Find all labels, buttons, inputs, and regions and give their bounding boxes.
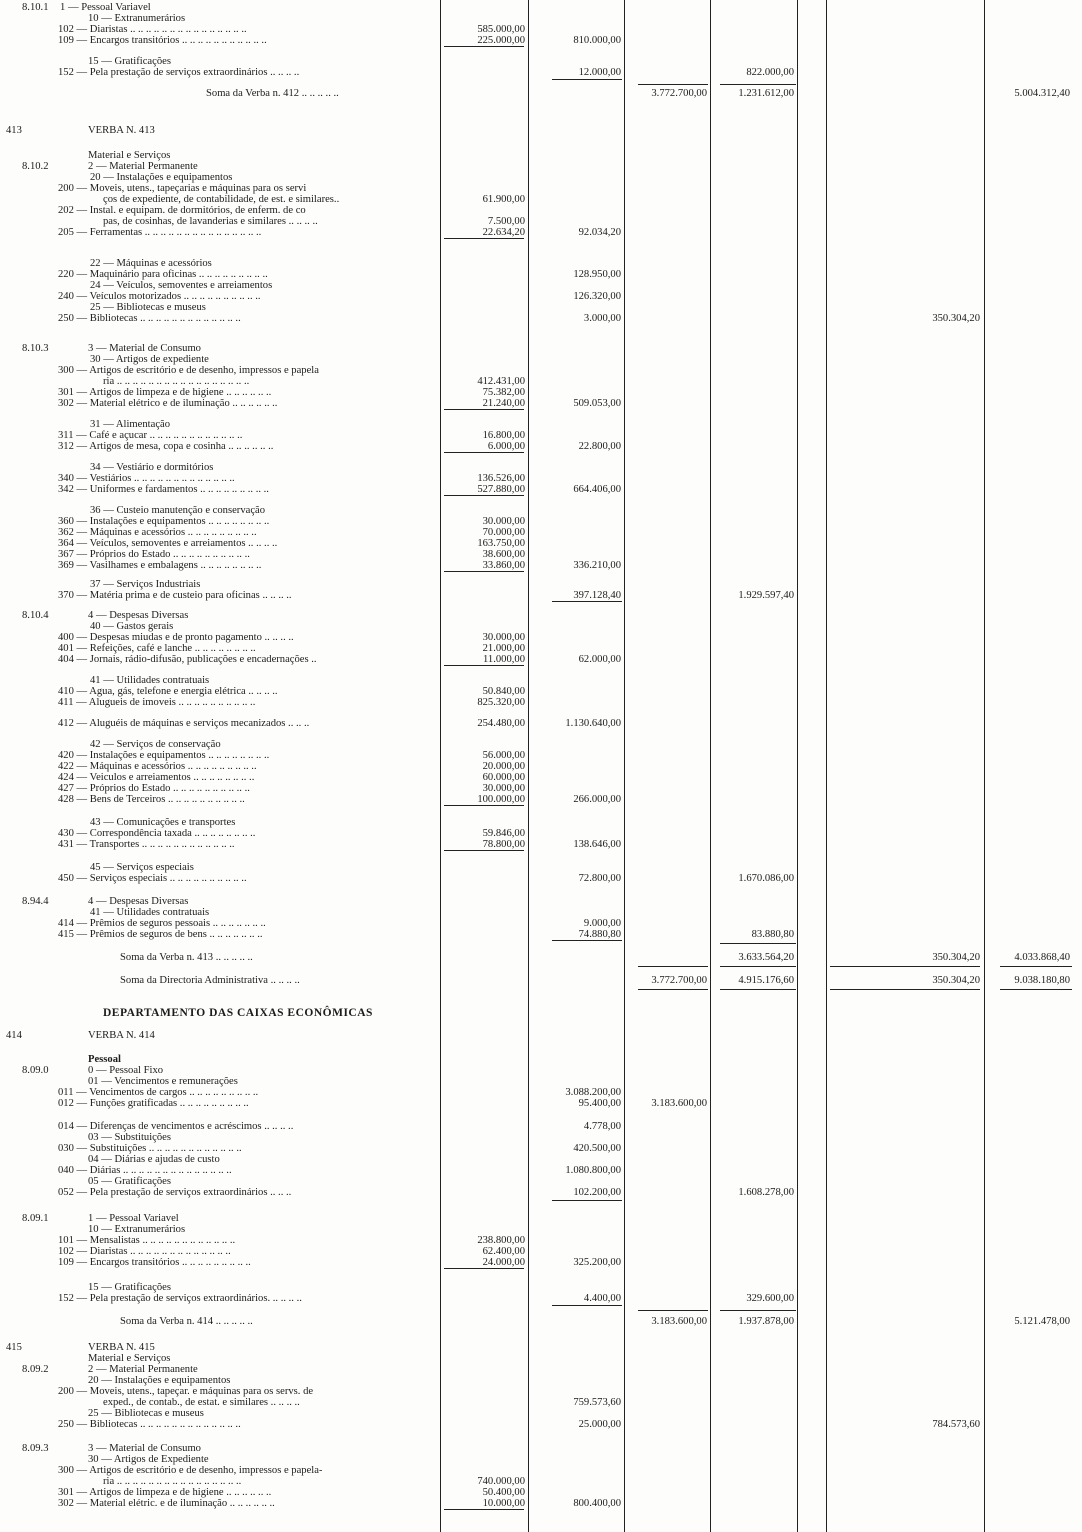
amount-c1: 20.000,00 (482, 761, 525, 772)
amount-c2: 12.000,00 (578, 67, 621, 78)
amount-c4: 3.633.564,20 (738, 952, 794, 963)
amount-c4: 1.670.086,00 (738, 873, 794, 884)
line-description: 3 — Material de Consumo (88, 1443, 201, 1454)
line-code: 8.10.4 (22, 610, 49, 621)
line-description: 01 — Vencimentos e remunerações (88, 1076, 238, 1087)
column-rule-c4 (797, 0, 798, 1532)
line-description: 342 — Uniformes e fardamentos .. .. .. .. .. .. .. .. .. (58, 484, 269, 495)
amount-c2: 3.000,00 (583, 313, 621, 324)
subtotal-rule (552, 1200, 622, 1201)
line-description: 40 — Gastos gerais (90, 621, 174, 632)
line-code: 8.09.3 (22, 1443, 49, 1454)
line-description: 014 — Diferenças de vencimentos e acréscimos .. .. .. .. (58, 1121, 294, 1132)
subtotal-rule (830, 966, 980, 967)
line-description: 43 — Comunicações e transportes (90, 817, 236, 828)
line-description: 42 — Serviços de conservação (90, 739, 221, 750)
line-description: 24 — Veículos, semoventes e arreiamentos (90, 280, 273, 291)
column-rule-c5 (826, 0, 827, 1532)
amount-c1: 33.860,00 (482, 560, 525, 571)
amount-c6: 784.573,60 (932, 1419, 980, 1430)
line-description: ria .. .. .. .. .. .. .. .. .. .. .. .. .. .. .. .. (103, 1476, 242, 1487)
line-description: 1 — Pessoal Variavel (88, 1213, 179, 1224)
subtotal-rule (444, 1268, 524, 1269)
line-description: VERBA N. 413 (88, 125, 155, 136)
line-description: 4 — Despesas Diversas (88, 896, 189, 907)
line-description: 30 — Artigos de expediente (90, 354, 209, 365)
line-description: 414 — Prêmios de seguros pessoais .. .. .. .. .. .. .. (58, 918, 266, 929)
amount-c2: 420.500,00 (573, 1143, 621, 1154)
subtotal-rule (444, 452, 524, 453)
subtotal-rule (444, 805, 524, 806)
line-code: 8.94.4 (22, 896, 49, 907)
amount-c3: 3.183.600,00 (651, 1316, 707, 1327)
amount-c2: 509.053,00 (573, 398, 621, 409)
subtotal-rule (552, 940, 622, 941)
subtotal-rule (444, 409, 524, 410)
line-description: exped., de contab., de estat. e similares .. .. .. .. (103, 1397, 300, 1408)
amount-c2: 62.000,00 (578, 654, 621, 665)
line-description: 200 — Moveis, utens., tapeçar. e máquinas para os servs. de (58, 1386, 314, 1397)
amount-c2: 72.800,00 (578, 873, 621, 884)
line-description: pas, de cosinhas, de lavanderias e similares .. .. .. .. (103, 216, 318, 227)
subtotal-rule (444, 238, 524, 239)
amount-c2: 22.800,00 (578, 441, 621, 452)
line-description: 312 — Artigos de mesa, copa e cosinha .. .. .. .. .. .. (58, 441, 274, 452)
amount-c1: 100.000,00 (477, 794, 525, 805)
amount-c2: 266.000,00 (573, 794, 621, 805)
amount-c1: 62.400,00 (482, 1246, 525, 1257)
amount-c1: 50.400,00 (482, 1487, 525, 1498)
amount-c1: 50.840,00 (482, 686, 525, 697)
amount-c1: 21.000,00 (482, 643, 525, 654)
line-code: 8.09.0 (22, 1065, 49, 1076)
amount-c1: 254.480,00 (477, 718, 525, 729)
line-description: 22 — Máquinas e acessórios (90, 258, 212, 269)
amount-c1: 16.800,00 (482, 430, 525, 441)
line-description: 401 — Refeições, café e lanche .. .. .. .. .. .. .. .. (58, 643, 256, 654)
amount-c1: 56.000,00 (482, 750, 525, 761)
line-description: 41 — Utilidades contratuais (90, 907, 210, 918)
line-description: 36 — Custeio manutenção e conservação (90, 505, 266, 516)
line-description: 34 — Vestiário e dormitórios (90, 462, 214, 473)
line-code: 8.10.2 (22, 161, 49, 172)
line-description: 300 — Artigos de escritório e de desenho, impressos e papela- (58, 1465, 323, 1476)
line-description: 220 — Maquinário para oficinas .. .. .. .. .. .. .. .. .. (58, 269, 268, 280)
amount-c1: 60.000,00 (482, 772, 525, 783)
line-description: 030 — Substituições .. .. .. .. .. .. .. .. .. .. .. .. (58, 1143, 242, 1154)
subtotal-rule (1000, 989, 1072, 990)
amount-c1: 11.000,00 (483, 654, 525, 665)
amount-c7: 5.004.312,40 (1014, 88, 1070, 99)
amount-c4: 329.600,00 (746, 1293, 794, 1304)
subtotal-rule (720, 1310, 796, 1311)
line-code: 8.10.3 (22, 343, 49, 354)
amount-c2: 1.080.800,00 (565, 1165, 621, 1176)
line-description: 364 — Veículos, semoventes e arreiamentos .. .. .. .. (58, 538, 278, 549)
column-rule-c2 (624, 0, 625, 1532)
line-description: 10 — Extranumerários (88, 1224, 186, 1235)
amount-c1: 136.526,00 (477, 473, 525, 484)
subtotal-rule (720, 943, 796, 944)
column-rule-desc (440, 0, 441, 1532)
line-description: 450 — Serviços especiais .. .. .. .. .. .. .. .. .. .. (58, 873, 247, 884)
amount-c1: 21.240,00 (482, 398, 525, 409)
subtotal-rule (638, 966, 708, 967)
line-description: 424 — Veiculos e arreiamentos .. .. .. .. .. .. .. .. (58, 772, 255, 783)
amount-c2: 102.200,00 (573, 1187, 621, 1198)
amount-c3: 3.183.600,00 (651, 1098, 707, 1109)
line-description: 25 — Bibliotecas e museus (90, 302, 206, 313)
amount-c2: 336.210,00 (573, 560, 621, 571)
line-description: 0 — Pessoal Fixo (88, 1065, 164, 1076)
line-description: 15 — Gratificações (88, 56, 171, 67)
amount-c2: 74.880,80 (578, 929, 621, 940)
line-description: 367 — Próprios do Estado .. .. .. .. .. .. .. .. .. .. (58, 549, 250, 560)
line-description: 411 — Alugueis de imoveis .. .. .. .. .. .. .. .. .. .. (58, 697, 256, 708)
amount-c6: 350.304,20 (932, 952, 980, 963)
line-description: 302 — Material elétric. e de iluminação .. .. .. .. .. .. (58, 1498, 275, 1509)
subtotal-rule (444, 571, 524, 572)
line-description: 040 — Diárias .. .. .. .. .. .. .. .. .. .. .. .. .. .. (58, 1165, 232, 1176)
amount-c7: 5.121.478,00 (1014, 1316, 1070, 1327)
line-description: Soma da Verba n. 414 .. .. .. .. .. (120, 1316, 253, 1327)
line-description: 03 — Substituições (88, 1132, 171, 1143)
amount-c2: 95.400,00 (578, 1098, 621, 1109)
amount-c3: 3.772.700,00 (651, 88, 707, 99)
subtotal-rule (444, 850, 524, 851)
line-description: 410 — Agua, gás, telefone e energia elétrica .. .. .. .. (58, 686, 278, 697)
amount-c1: 61.900,00 (482, 194, 525, 205)
amount-c2: 397.128,40 (573, 590, 621, 601)
subtotal-rule (444, 665, 524, 666)
subtotal-rule (1000, 966, 1072, 967)
line-description: 200 — Moveis, utens., tapeçarias e máquinas para os servi (58, 183, 307, 194)
line-description: 404 — Jornais, rádio-difusão, publicações e encadernações .. (58, 654, 317, 665)
amount-c7: 4.033.868,40 (1014, 952, 1070, 963)
line-description: 152 — Pela prestação de serviços extraordinários .. .. .. .. (58, 67, 300, 78)
amount-c1: 6.000,00 (487, 441, 525, 452)
amount-c7: 9.038.180,80 (1014, 975, 1070, 986)
line-description: 250 — Bibliotecas .. .. .. .. .. .. .. .. .. .. .. .. .. (58, 313, 241, 324)
line-description: 109 — Encargos transitórios .. .. .. .. .. .. .. .. .. .. .. (58, 35, 267, 46)
amount-c1: 163.750,00 (477, 538, 525, 549)
line-description: 202 — Instal. e equipam. de dormitórios, de enferm. de co (58, 205, 306, 216)
line-description: 45 — Serviços especiais (90, 862, 194, 873)
amount-c1: 7.500,00 (487, 216, 525, 227)
line-description: 20 — Instalações e equipamentos (90, 172, 233, 183)
line-description: 102 — Diaristas .. .. .. .. .. .. .. .. .. .. .. .. .. (58, 1246, 231, 1257)
subtotal-rule (720, 966, 796, 967)
line-description: 30 — Artigos de Expediente (88, 1454, 209, 1465)
line-description: 430 — Correspondência taxada .. .. .. .. .. .. .. .. (58, 828, 256, 839)
amount-c2: 759.573,60 (573, 1397, 621, 1408)
line-description: 109 — Encargos transitórios .. .. .. .. .. .. .. .. .. (58, 1257, 251, 1268)
amount-c6: 350.304,20 (932, 313, 980, 324)
line-description: 360 — Instalações e equipamentos .. .. .. .. .. .. .. .. (58, 516, 270, 527)
line-description: 412 — Aluguéis de máquinas e serviços mecanizados .. .. .. (58, 718, 310, 729)
amount-c4: 1.608.278,00 (738, 1187, 794, 1198)
amount-c4: 83.880,80 (751, 929, 794, 940)
amount-c4: 4.915.176,60 (738, 975, 794, 986)
line-description: 10 — Extranumerários (88, 13, 186, 24)
amount-c2: 800.400,00 (573, 1498, 621, 1509)
amount-c1: 30.000,00 (482, 632, 525, 643)
subtotal-rule (444, 46, 524, 47)
line-description: 3 — Material de Consumo (88, 343, 201, 354)
line-description: 04 — Diárias e ajudas de custo (88, 1154, 220, 1165)
line-description: Soma da Verba n. 413 .. .. .. .. .. (120, 952, 253, 963)
subtotal-rule (720, 989, 796, 990)
line-description: Pessoal (88, 1054, 121, 1065)
line-description: 400 — Despesas miudas e de pronto pagamento .. .. .. .. (58, 632, 294, 643)
line-description: Soma da Verba n. 412 .. .. .. .. .. (206, 88, 339, 99)
line-description: 250 — Bibliotecas .. .. .. .. .. .. .. .. .. .. .. .. .. (58, 1419, 241, 1430)
line-description: 370 — Matéria prima e de custeio para oficinas .. .. .. .. (58, 590, 292, 601)
line-description: 011 — Vencimentos de cargos .. .. .. .. .. .. .. .. .. (58, 1087, 259, 1098)
amount-c1: 59.846,00 (482, 828, 525, 839)
column-rule-c1 (528, 0, 529, 1532)
amount-c4: 1.231.612,00 (738, 88, 794, 99)
subtotal-rule (552, 601, 622, 602)
line-description: 41 — Utilidades contratuais (90, 675, 210, 686)
amount-c2: 9.000,00 (583, 918, 621, 929)
column-rule-c6 (984, 0, 985, 1532)
amount-c3: 3.772.700,00 (651, 975, 707, 986)
amount-c2: 92.034,20 (578, 227, 621, 238)
amount-c1: 238.800,00 (477, 1235, 525, 1246)
line-description: 340 — Vestiários .. .. .. .. .. .. .. .. .. .. .. .. .. (58, 473, 235, 484)
line-description: 311 — Café e açucar .. .. .. .. .. .. .. .. .. .. .. .. (58, 430, 243, 441)
line-description: 415 — Prêmios de seguros de bens .. .. .. .. .. .. .. (58, 929, 263, 940)
line-description: 428 — Bens de Terceiros .. .. .. .. .. .. .. .. .. .. (58, 794, 245, 805)
line-description: 1 — Pessoal Variavel (60, 2, 151, 13)
amount-c2: 138.646,00 (573, 839, 621, 850)
subtotal-rule (552, 1305, 622, 1306)
line-code: 415 (6, 1342, 22, 1353)
amount-c1: 740.000,00 (477, 1476, 525, 1487)
line-code: 414 (6, 1030, 22, 1041)
line-description: 15 — Gratificações (88, 1282, 171, 1293)
line-description: 4 — Despesas Diversas (88, 610, 189, 621)
line-description: 25 — Bibliotecas e museus (88, 1408, 204, 1419)
amount-c4: 1.929.597,40 (738, 590, 794, 601)
amount-c2: 810.000,00 (573, 35, 621, 46)
line-description: 420 — Instalações e equipamentos .. .. .. .. .. .. .. .. (58, 750, 270, 761)
subtotal-rule (638, 84, 708, 85)
amount-c1: 22.634,20 (482, 227, 525, 238)
line-description: 431 — Transportes .. .. .. .. .. .. .. .. .. .. .. .. (58, 839, 235, 850)
line-description: 205 — Ferramentas .. .. .. .. .. .. .. .. .. .. .. .. .. .. .. (58, 227, 262, 238)
line-description: 302 — Material elétrico e de iluminação .. .. .. .. .. .. (58, 398, 278, 409)
amount-c2: 25.000,00 (578, 1419, 621, 1430)
amount-c1: 70.000,00 (482, 527, 525, 538)
line-description: 37 — Serviços Industriais (90, 579, 201, 590)
line-description: ria .. .. .. .. .. .. .. .. .. .. .. .. .. .. .. .. .. (103, 376, 250, 387)
amount-c6: 350.304,20 (932, 975, 980, 986)
line-description: 301 — Artigos de limpeza e de higiene .. .. .. .. .. .. (58, 1487, 272, 1498)
amount-c1: 10.000,00 (482, 1498, 525, 1509)
subtotal-rule (720, 84, 796, 85)
line-description: Material e Serviços (88, 150, 171, 161)
line-description: 102 — Diaristas .. .. .. .. .. .. .. .. .. .. .. .. .. .. .. (58, 24, 247, 35)
subtotal-rule (638, 989, 708, 990)
line-description: VERBA N. 415 (88, 1342, 155, 1353)
subtotal-rule (552, 79, 622, 80)
department-heading: DEPARTAMENTO DAS CAIXAS ECONÔMICAS (103, 1007, 373, 1019)
line-description: 20 — Instalações e equipamentos (88, 1375, 231, 1386)
amount-c1: 585.000,00 (477, 24, 525, 35)
subtotal-rule (638, 1310, 708, 1311)
amount-c2: 126.320,00 (573, 291, 621, 302)
amount-c1: 412.431,00 (477, 376, 525, 387)
line-description: VERBA N. 414 (88, 1030, 155, 1041)
amount-c2: 4.400,00 (583, 1293, 621, 1304)
amount-c2: 128.950,00 (573, 269, 621, 280)
amount-c1: 38.600,00 (482, 549, 525, 560)
amount-c1: 527.880,00 (477, 484, 525, 495)
amount-c1: 75.382,00 (482, 387, 525, 398)
line-description: 240 — Veículos motorizados .. .. .. .. .. .. .. .. .. .. (58, 291, 261, 302)
line-description: 101 — Mensalistas .. .. .. .. .. .. .. .. .. .. .. .. (58, 1235, 236, 1246)
line-description: 362 — Máquinas e acessórios .. .. .. .. .. .. .. .. .. (58, 527, 257, 538)
line-description: Material e Serviços (88, 1353, 171, 1364)
line-description: 301 — Artigos de limpeza e de higiene .. .. .. .. .. .. (58, 387, 272, 398)
line-code: 413 (6, 125, 22, 136)
amount-c1: 30.000,00 (482, 783, 525, 794)
amount-c2: 3.088.200,00 (565, 1087, 621, 1098)
amount-c4: 822.000,00 (746, 67, 794, 78)
line-description: ços de expediente, de contabilidade, de est. e similares.. (103, 194, 340, 205)
amount-c2: 664.406,00 (573, 484, 621, 495)
line-description: 422 — Máquinas e acessórios .. .. .. .. .. .. .. .. .. (58, 761, 257, 772)
column-rule-c3 (710, 0, 711, 1532)
amount-c1: 825.320,00 (477, 697, 525, 708)
amount-c1: 78.800,00 (482, 839, 525, 850)
line-description: 052 — Pela prestação de serviços extraordinários .. .. .. (58, 1187, 292, 1198)
amount-c1: 24.000,00 (482, 1257, 525, 1268)
line-description: 05 — Gratificações (88, 1176, 171, 1187)
line-description: 2 — Material Permanente (88, 161, 198, 172)
line-code: 8.10.1 (22, 2, 49, 13)
line-description: 152 — Pela prestação de serviços extraordinários. .. .. .. .. (58, 1293, 302, 1304)
line-code: 8.09.2 (22, 1364, 49, 1375)
line-description: 012 — Funções gratificadas .. .. .. .. .. .. .. .. .. (58, 1098, 249, 1109)
amount-c2: 325.200,00 (573, 1257, 621, 1268)
line-description: Soma da Directoria Administrativa .. .. .. .. (120, 975, 300, 986)
line-code: 8.09.1 (22, 1213, 49, 1224)
line-description: 427 — Próprios do Estado .. .. .. .. .. .. .. .. .. .. (58, 783, 250, 794)
line-description: 31 — Alimentação (90, 419, 171, 430)
line-description: 300 — Artigos de escritório e de desenho, impressos e papela (58, 365, 319, 376)
amount-c4: 1.937.878,00 (738, 1316, 794, 1327)
line-description: 369 — Vasilhames e embalagens .. .. .. .. .. .. .. .. (58, 560, 262, 571)
amount-c1: 30.000,00 (482, 516, 525, 527)
subtotal-rule (830, 989, 980, 990)
subtotal-rule (444, 1509, 524, 1510)
subtotal-rule (444, 495, 524, 496)
amount-c2: 4.778,00 (583, 1121, 621, 1132)
amount-c1: 225.000,00 (477, 35, 525, 46)
line-description: 2 — Material Permanente (88, 1364, 198, 1375)
amount-c2: 1.130.640,00 (565, 718, 621, 729)
